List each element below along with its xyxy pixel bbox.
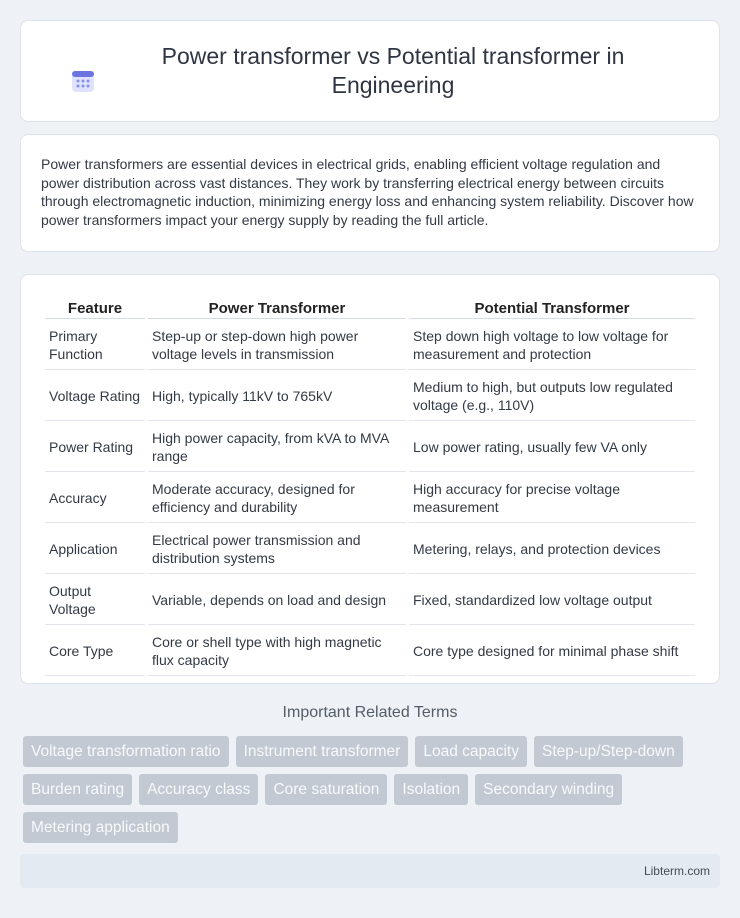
power-cell: Core or shell type with high magnetic flux capacity xyxy=(148,627,406,676)
table-row xyxy=(45,576,695,625)
tag-accuracy-class[interactable]: Accuracy class xyxy=(139,774,258,805)
intro-card xyxy=(20,134,720,252)
table-row xyxy=(45,627,695,676)
feature-cell: Power Rating xyxy=(45,423,145,472)
comparison-table xyxy=(42,295,698,678)
table-row xyxy=(45,321,695,370)
tag-secondary-winding[interactable]: Secondary winding xyxy=(475,774,622,805)
tag-load-capacity[interactable]: Load capacity xyxy=(415,736,527,767)
feature-cell: Primary Function xyxy=(45,321,145,370)
footer-site-link[interactable]: Libterm.com xyxy=(643,864,710,878)
table-header-row xyxy=(45,297,695,319)
table-row xyxy=(45,372,695,421)
column-header-power: Power Transformer xyxy=(148,297,406,319)
header-card xyxy=(20,20,720,122)
power-cell: High power capacity, from kVA to MVA range xyxy=(148,423,406,472)
potential-cell: Core type designed for minimal phase shift xyxy=(409,627,695,676)
tag-isolation[interactable]: Isolation xyxy=(394,774,468,805)
feature-cell: Accuracy xyxy=(45,474,145,523)
column-header-feature: Feature xyxy=(45,297,145,319)
tag-metering-application[interactable]: Metering application xyxy=(23,812,178,843)
tag-instrument-transformer[interactable]: Instrument transformer xyxy=(236,736,409,767)
footer xyxy=(20,854,720,888)
related-terms-list xyxy=(23,736,723,850)
tag-core-saturation[interactable]: Core saturation xyxy=(265,774,387,805)
comparison-card xyxy=(20,274,720,684)
feature-cell: Voltage Rating xyxy=(45,372,145,421)
feature-cell: Output Voltage xyxy=(45,576,145,625)
tag-step-up-step-down[interactable]: Step-up/Step-down xyxy=(534,736,683,767)
calendar-icon xyxy=(70,68,96,94)
potential-cell: Step down high voltage to low voltage for measurement and protection xyxy=(409,321,695,370)
power-cell: Step-up or step-down high power voltage levels in transmission xyxy=(148,321,406,370)
potential-cell: Metering, relays, and protection devices xyxy=(409,525,695,574)
potential-cell: Low power rating, usually few VA only xyxy=(409,423,695,472)
potential-cell: Medium to high, but outputs low regulated voltage (e.g., 110V) xyxy=(409,372,695,421)
column-header-potential: Potential Transformer xyxy=(409,297,695,319)
table-row xyxy=(45,474,695,523)
intro-text: Power transformers are essential devices in electrical grids, enabling efficient voltage regulation and power distribution across vast distances. They work by transferring electrical energy between circuits through electromagnetic induction, minimizing energy loss and enhancing system reliability. Discover how power transformers impact your energy supply by reading the full article. xyxy=(41,156,694,228)
tag-voltage-transformation-ratio[interactable]: Voltage transformation ratio xyxy=(23,736,229,767)
feature-cell: Core Type xyxy=(45,627,145,676)
feature-cell: Application xyxy=(45,525,145,574)
page-title: Power transformer vs Potential transformer in Engineering xyxy=(161,43,625,98)
power-cell: High, typically 11kV to 765kV xyxy=(148,372,406,421)
table-row xyxy=(45,423,695,472)
table-row xyxy=(45,525,695,574)
potential-cell: High accuracy for precise voltage measurement xyxy=(409,474,695,523)
related-terms-title: Important Related Terms xyxy=(282,704,458,721)
potential-cell: Fixed, standardized low voltage output xyxy=(409,576,695,625)
power-cell: Moderate accuracy, designed for efficiency and durability xyxy=(148,474,406,523)
power-cell: Variable, depends on load and design xyxy=(148,576,406,625)
tag-burden-rating[interactable]: Burden rating xyxy=(23,774,132,805)
power-cell: Electrical power transmission and distribution systems xyxy=(148,525,406,574)
